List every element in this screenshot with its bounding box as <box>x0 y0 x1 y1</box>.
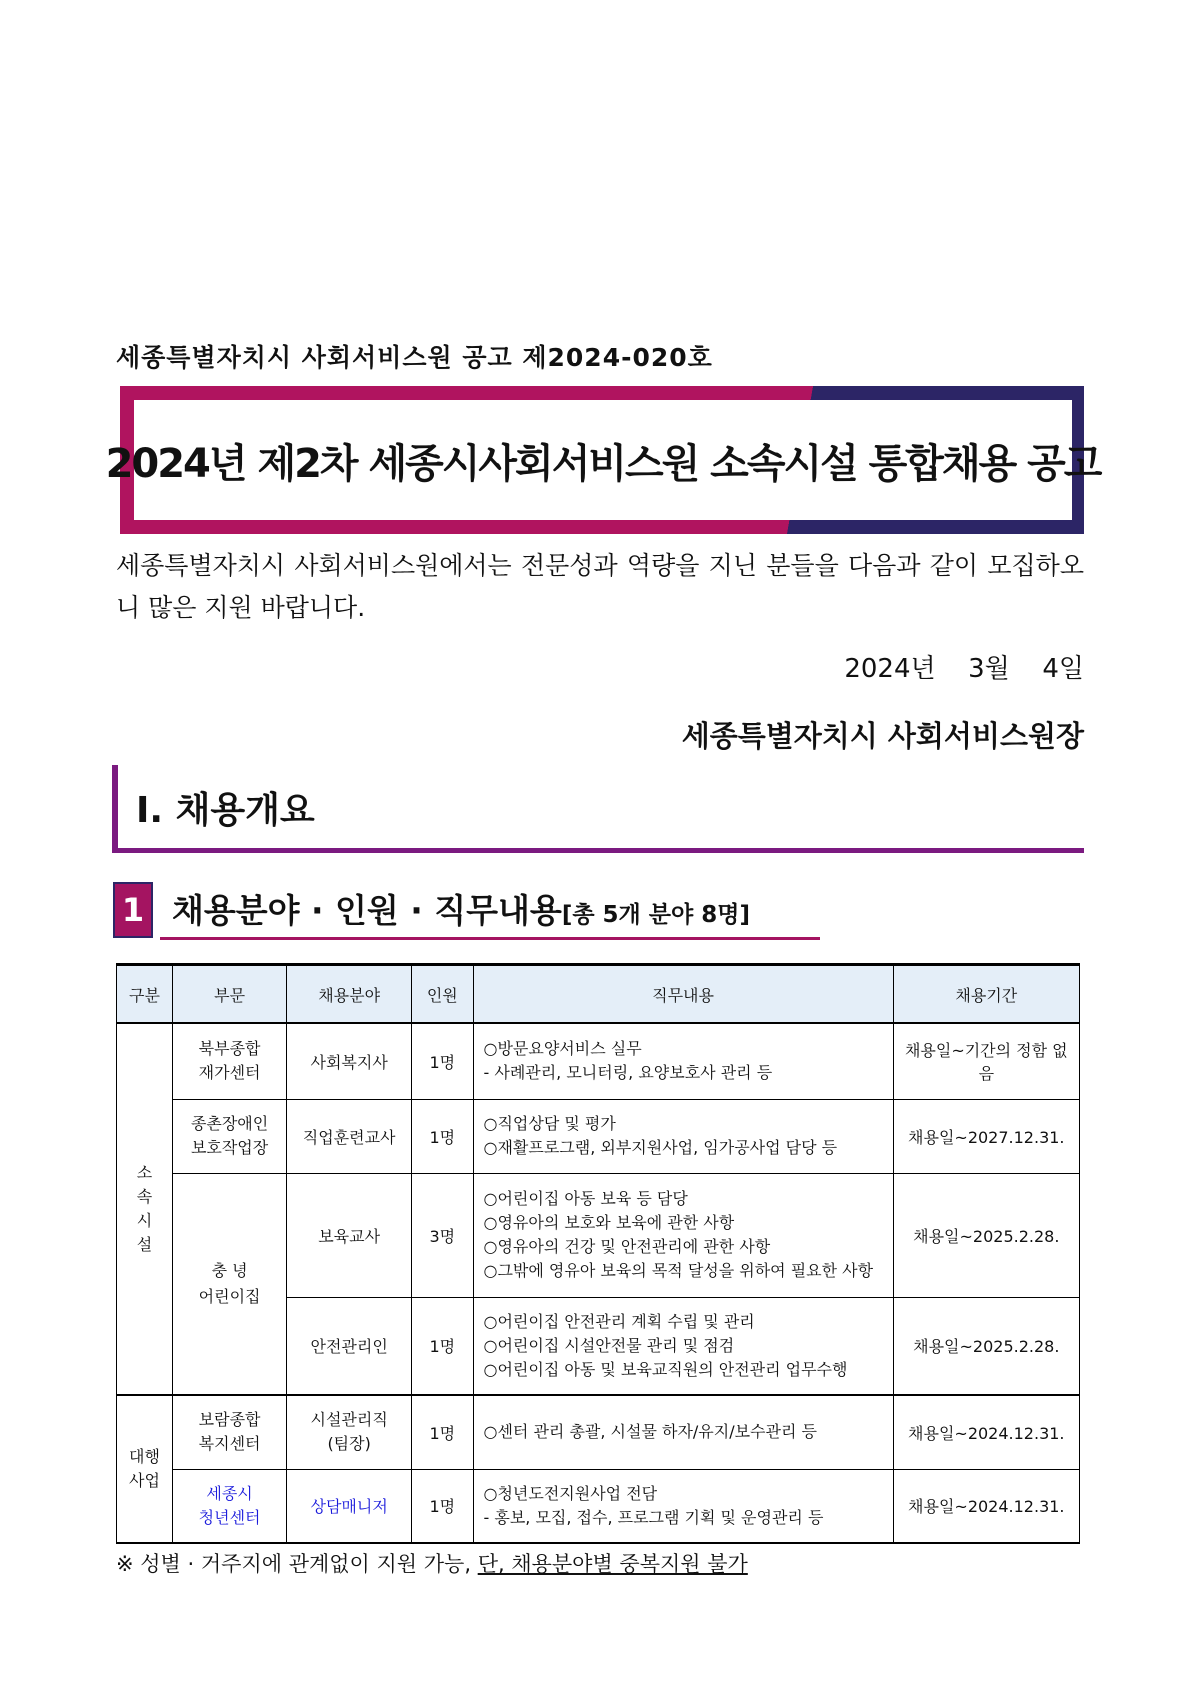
footnote-text: ※ 성별 · 거주지에 관계없이 지원 가능, <box>116 1552 478 1576</box>
row-field: 보육교사 <box>287 1173 412 1297</box>
table-row <box>117 1469 1080 1543</box>
title-banner-inner <box>105 400 1101 520</box>
row-duties: ○방문요양서비스 실무 - 사례관리, 모니터링, 요양보호사 관리 등 <box>473 1023 893 1099</box>
row-period: 채용일~2024.12.31. <box>893 1469 1079 1543</box>
header-duties: 직무내용 <box>473 965 893 1024</box>
table-row <box>117 1173 1080 1297</box>
row-count: 1명 <box>412 1469 473 1543</box>
section-bar-vertical <box>112 765 118 853</box>
row-period: 채용일~2024.12.31. <box>893 1395 1079 1469</box>
row-dept: 북부종합 재가센터 <box>173 1023 287 1099</box>
notice-date: 2024년 3월 4일 <box>844 654 1084 684</box>
table-row <box>117 1023 1080 1099</box>
row-field: 시설관리직 (팀장) <box>287 1395 412 1469</box>
subsection-number: 1 <box>113 882 153 938</box>
header-period: 채용기간 <box>893 965 1079 1024</box>
group-agency: 대행 사업 <box>117 1395 173 1543</box>
section-title: Ⅰ. 채용개요 <box>136 790 315 831</box>
row-dept: 세종시 청년센터 <box>173 1469 287 1543</box>
header-category: 구분 <box>117 965 173 1024</box>
row-count: 1명 <box>412 1395 473 1469</box>
row-period: 채용일~기간의 정함 없음 <box>893 1023 1079 1099</box>
footnote-emphasis: 단, 채용분야별 중복지원 불가 <box>477 1552 748 1576</box>
subsection-underline <box>160 937 820 940</box>
row-duties: ○센터 관리 총괄, 시설물 하자/유지/보수관리 등 <box>473 1395 893 1469</box>
subsection-title <box>172 885 750 932</box>
row-dept: 종촌장애인 보호작업장 <box>173 1099 287 1173</box>
subsection-title-text: 채용분야 · 인원 · 직무내용 <box>172 891 562 930</box>
subsection-note: [총 5개 분야 8명] <box>561 902 750 928</box>
table-header-row <box>117 965 1080 1024</box>
row-field: 사회복지사 <box>287 1023 412 1099</box>
title-banner <box>105 386 1101 534</box>
footnote <box>116 1548 748 1578</box>
section-bar-horizontal <box>112 848 1084 853</box>
row-period: 채용일~2025.2.28. <box>893 1297 1079 1395</box>
row-count: 1명 <box>412 1297 473 1395</box>
row-period: 채용일~2025.2.28. <box>893 1173 1079 1297</box>
row-period: 채용일~2027.12.31. <box>893 1099 1079 1173</box>
header-field: 채용분야 <box>287 965 412 1024</box>
document-title: 2024년 제2차 세종시사회서비스원 소속시설 통합채용 공고 <box>105 440 1101 487</box>
recruitment-table <box>116 963 1080 1544</box>
row-duties: ○어린이집 아동 보육 등 담당 ○영유아의 보호와 보육에 관한 사항 ○영유아의 건강 및 안전관리에 관한 사항 ○그밖에 영유아 보육의 목적 달성을 위하여 필요한 사항 <box>473 1173 893 1297</box>
table-row <box>117 1395 1080 1469</box>
header-count: 인원 <box>412 965 473 1024</box>
row-field: 안전관리인 <box>287 1297 412 1395</box>
row-count: 3명 <box>412 1173 473 1297</box>
row-dept: 충 녕 어린이집 <box>173 1173 287 1395</box>
row-dept: 보람종합 복지센터 <box>173 1395 287 1469</box>
group-affiliated: 소 속 시 설 <box>117 1023 173 1395</box>
row-field: 직업훈련교사 <box>287 1099 412 1173</box>
row-duties: ○청년도전지원사업 전담 - 홍보, 모집, 접수, 프로그램 기획 및 운영관리 등 <box>473 1469 893 1543</box>
row-count: 1명 <box>412 1099 473 1173</box>
row-duties: ○직업상담 및 평가 ○재활프로그램, 외부지원사업, 임가공사업 담당 등 <box>473 1099 893 1173</box>
notice-number: 세종특별자치시 사회서비스원 공고 제2024-020호 <box>116 343 713 372</box>
issuer-name: 세종특별자치시 사회서비스원장 <box>681 719 1084 753</box>
table-row <box>117 1099 1080 1173</box>
row-count: 1명 <box>412 1023 473 1099</box>
row-field: 상담매니저 <box>287 1469 412 1543</box>
row-duties: ○어린이집 안전관리 계획 수립 및 관리 ○어린이집 시설안전물 관리 및 점검 ○어린이집 아동 및 보육교직원의 안전관리 업무수행 <box>473 1297 893 1395</box>
intro-paragraph: 세종특별자치시 사회서비스원에서는 전문성과 역량을 지닌 분들을 다음과 같이 모집하오니 많은 지원 바랍니다. <box>116 551 1084 622</box>
header-dept: 부문 <box>173 965 287 1024</box>
